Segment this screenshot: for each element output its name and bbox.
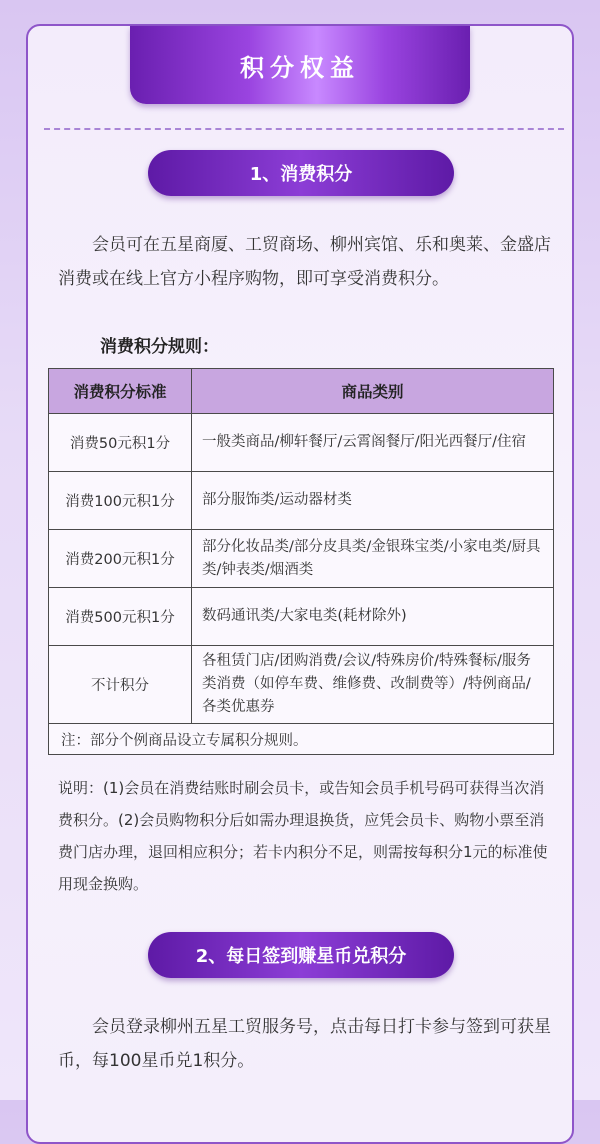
table-row (49, 414, 554, 472)
table-row (49, 530, 554, 588)
standard-cell: 消费50元积1分 (49, 414, 192, 472)
table-note-row (49, 724, 554, 755)
category-cell: 数码通讯类/大家电类(耗材除外) (192, 588, 554, 646)
standard-cell: 消费500元积1分 (49, 588, 192, 646)
category-cell: 一般类商品/柳轩餐厅/云霄阁餐厅/阳光西餐厅/住宿 (192, 414, 554, 472)
section-1-title-pill (148, 150, 454, 196)
table-row (49, 588, 554, 646)
section-1-explanation: 说明：(1)会员在消费结账时刷会员卡，或告知会员手机号码可获得当次消费积分。(2)会员购物积分后如需办理退换货，应凭会员卡、购物小票至消费门店办理，退回相应积分；若卡内积分不足，则需按每积分1元的标准使用现金换购。 (58, 779, 548, 893)
column-header-category: 商品类别 (192, 369, 554, 414)
page-title: 积分权益 (240, 53, 360, 82)
table-row (49, 646, 554, 724)
table-header-row (49, 369, 554, 414)
page-title-banner (130, 26, 470, 104)
standard-cell: 消费200元积1分 (49, 530, 192, 588)
rules-heading: 消费积分规则： (100, 337, 219, 357)
section-2-title: 2、每日签到赚星币兑积分 (195, 946, 407, 967)
standard-cell: 消费100元积1分 (49, 472, 192, 530)
table-row (49, 472, 554, 530)
standard-cell: 不计积分 (49, 646, 192, 724)
section-1-intro: 会员可在五星商厦、工贸商场、柳州宾馆、乐和奥莱、金盛店消费或在线上官方小程序购物，即可享受消费积分。 (58, 235, 551, 289)
category-cell: 各租赁门店/团购消费/会议/特殊房价/特殊餐标/服务类消费（如停车费、维修费、改制费等）/特例商品/各类优惠券 (192, 646, 554, 724)
dashed-divider (44, 128, 564, 130)
section-1-title: 1、消费积分 (249, 164, 353, 185)
category-cell: 部分化妆品类/部分皮具类/金银珠宝类/小家电类/厨具类/钟表类/烟酒类 (192, 530, 554, 588)
points-rules-table (48, 368, 554, 755)
section-2-body: 会员登录柳州五星工贸服务号，点击每日打卡参与签到可获星币，每100星币兑1积分。 (58, 1017, 551, 1071)
section-2-title-pill (148, 932, 454, 978)
column-header-standard: 消费积分标准 (49, 369, 192, 414)
category-cell: 部分服饰类/运动器材类 (192, 472, 554, 530)
table-note: 注：部分个例商品设立专属积分规则。 (49, 724, 554, 755)
